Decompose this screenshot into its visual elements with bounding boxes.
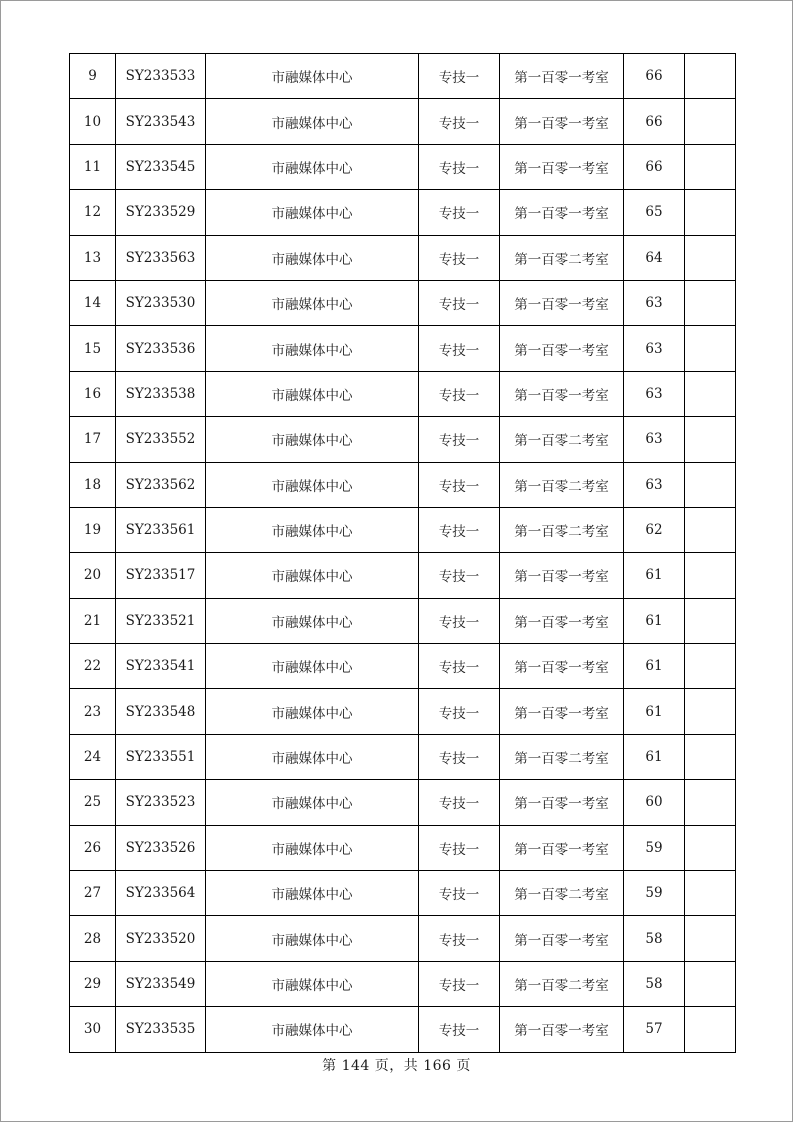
cell-exam-room: 第一百零一考室 — [500, 1007, 624, 1052]
cell-candidate-id: SY233521 — [116, 598, 206, 643]
cell-seq: 22 — [70, 644, 116, 689]
cell-note — [685, 689, 736, 734]
cell-score: 61 — [624, 598, 685, 643]
cell-score: 63 — [624, 280, 685, 325]
cell-note — [685, 1007, 736, 1052]
cell-candidate-id: SY233551 — [116, 734, 206, 779]
cell-exam-room: 第一百零一考室 — [500, 916, 624, 961]
cell-note — [685, 825, 736, 870]
cell-candidate-id: SY233536 — [116, 326, 206, 371]
cell-position: 专技一 — [419, 961, 500, 1006]
cell-unit: 市融媒体中心 — [206, 462, 419, 507]
cell-score: 62 — [624, 507, 685, 552]
cell-note — [685, 326, 736, 371]
cell-unit: 市融媒体中心 — [206, 825, 419, 870]
cell-candidate-id: SY233543 — [116, 99, 206, 144]
table-row — [70, 961, 736, 1006]
table-row — [70, 280, 736, 325]
cell-exam-room: 第一百零一考室 — [500, 280, 624, 325]
cell-position: 专技一 — [419, 598, 500, 643]
cell-unit: 市融媒体中心 — [206, 553, 419, 598]
cell-seq: 20 — [70, 553, 116, 598]
cell-seq: 11 — [70, 144, 116, 189]
cell-note — [685, 417, 736, 462]
table-row — [70, 1007, 736, 1052]
table-row — [70, 871, 736, 916]
table-row — [70, 553, 736, 598]
cell-score: 61 — [624, 734, 685, 779]
table-row — [70, 371, 736, 416]
cell-exam-room: 第一百零一考室 — [500, 644, 624, 689]
cell-candidate-id: SY233530 — [116, 280, 206, 325]
cell-candidate-id: SY233552 — [116, 417, 206, 462]
table-row — [70, 462, 736, 507]
table-row — [70, 507, 736, 552]
cell-seq: 18 — [70, 462, 116, 507]
cell-seq: 15 — [70, 326, 116, 371]
cell-seq: 30 — [70, 1007, 116, 1052]
cell-candidate-id: SY233548 — [116, 689, 206, 734]
cell-score: 58 — [624, 961, 685, 1006]
cell-unit: 市融媒体中心 — [206, 144, 419, 189]
cell-position: 专技一 — [419, 1007, 500, 1052]
cell-position: 专技一 — [419, 190, 500, 235]
cell-position: 专技一 — [419, 54, 500, 99]
cell-note — [685, 54, 736, 99]
cell-seq: 21 — [70, 598, 116, 643]
cell-position: 专技一 — [419, 780, 500, 825]
cell-unit: 市融媒体中心 — [206, 326, 419, 371]
cell-position: 专技一 — [419, 280, 500, 325]
cell-score: 59 — [624, 825, 685, 870]
cell-note — [685, 507, 736, 552]
cell-position: 专技一 — [419, 371, 500, 416]
cell-note — [685, 371, 736, 416]
cell-candidate-id: SY233564 — [116, 871, 206, 916]
cell-unit: 市融媒体中心 — [206, 916, 419, 961]
cell-exam-room: 第一百零二考室 — [500, 961, 624, 1006]
cell-score: 63 — [624, 462, 685, 507]
cell-unit: 市融媒体中心 — [206, 644, 419, 689]
cell-exam-room: 第一百零一考室 — [500, 825, 624, 870]
cell-position: 专技一 — [419, 462, 500, 507]
cell-position: 专技一 — [419, 235, 500, 280]
cell-exam-room: 第一百零一考室 — [500, 689, 624, 734]
cell-position: 专技一 — [419, 507, 500, 552]
cell-note — [685, 99, 736, 144]
cell-score: 63 — [624, 417, 685, 462]
cell-exam-room: 第一百零一考室 — [500, 598, 624, 643]
cell-note — [685, 916, 736, 961]
cell-candidate-id: SY233526 — [116, 825, 206, 870]
cell-candidate-id: SY233563 — [116, 235, 206, 280]
cell-position: 专技一 — [419, 326, 500, 371]
cell-unit: 市融媒体中心 — [206, 689, 419, 734]
cell-unit: 市融媒体中心 — [206, 780, 419, 825]
cell-note — [685, 144, 736, 189]
cell-exam-room: 第一百零二考室 — [500, 507, 624, 552]
cell-exam-room: 第一百零一考室 — [500, 371, 624, 416]
cell-unit: 市融媒体中心 — [206, 961, 419, 1006]
cell-position: 专技一 — [419, 689, 500, 734]
cell-unit: 市融媒体中心 — [206, 734, 419, 779]
cell-seq: 17 — [70, 417, 116, 462]
cell-candidate-id: SY233533 — [116, 54, 206, 99]
cell-position: 专技一 — [419, 99, 500, 144]
cell-unit: 市融媒体中心 — [206, 280, 419, 325]
cell-exam-room: 第一百零二考室 — [500, 462, 624, 507]
cell-score: 65 — [624, 190, 685, 235]
cell-exam-room: 第一百零二考室 — [500, 871, 624, 916]
cell-score: 63 — [624, 326, 685, 371]
table-row — [70, 825, 736, 870]
score-table — [69, 53, 736, 1053]
cell-candidate-id: SY233529 — [116, 190, 206, 235]
table-row — [70, 734, 736, 779]
table-body — [70, 54, 736, 1053]
table-row — [70, 598, 736, 643]
cell-candidate-id: SY233538 — [116, 371, 206, 416]
cell-exam-room: 第一百零二考室 — [500, 734, 624, 779]
table-row — [70, 326, 736, 371]
cell-score: 63 — [624, 371, 685, 416]
cell-exam-room: 第一百零一考室 — [500, 54, 624, 99]
cell-seq: 25 — [70, 780, 116, 825]
cell-unit: 市融媒体中心 — [206, 507, 419, 552]
cell-seq: 26 — [70, 825, 116, 870]
table-row — [70, 689, 736, 734]
cell-candidate-id: SY233520 — [116, 916, 206, 961]
cell-seq: 10 — [70, 99, 116, 144]
cell-unit: 市融媒体中心 — [206, 371, 419, 416]
cell-note — [685, 961, 736, 1006]
cell-exam-room: 第一百零一考室 — [500, 144, 624, 189]
cell-unit: 市融媒体中心 — [206, 235, 419, 280]
cell-exam-room: 第一百零一考室 — [500, 780, 624, 825]
table-row — [70, 916, 736, 961]
cell-exam-room: 第一百零二考室 — [500, 235, 624, 280]
cell-position: 专技一 — [419, 553, 500, 598]
cell-exam-room: 第一百零一考室 — [500, 190, 624, 235]
cell-candidate-id: SY233535 — [116, 1007, 206, 1052]
cell-score: 66 — [624, 144, 685, 189]
cell-unit: 市融媒体中心 — [206, 54, 419, 99]
cell-seq: 13 — [70, 235, 116, 280]
cell-note — [685, 280, 736, 325]
cell-note — [685, 780, 736, 825]
cell-score: 60 — [624, 780, 685, 825]
cell-score: 61 — [624, 644, 685, 689]
cell-note — [685, 553, 736, 598]
cell-exam-room: 第一百零二考室 — [500, 417, 624, 462]
table-row — [70, 99, 736, 144]
cell-exam-room: 第一百零一考室 — [500, 326, 624, 371]
page-footer: 第 144 页，共 166 页 — [322, 1058, 471, 1074]
cell-note — [685, 190, 736, 235]
cell-candidate-id: SY233561 — [116, 507, 206, 552]
cell-candidate-id: SY233549 — [116, 961, 206, 1006]
cell-score: 61 — [624, 553, 685, 598]
cell-seq: 28 — [70, 916, 116, 961]
cell-unit: 市融媒体中心 — [206, 598, 419, 643]
cell-seq: 12 — [70, 190, 116, 235]
cell-seq: 23 — [70, 689, 116, 734]
cell-score: 66 — [624, 54, 685, 99]
cell-seq: 24 — [70, 734, 116, 779]
cell-note — [685, 871, 736, 916]
cell-score: 58 — [624, 916, 685, 961]
cell-unit: 市融媒体中心 — [206, 871, 419, 916]
cell-note — [685, 235, 736, 280]
cell-note — [685, 462, 736, 507]
table-row — [70, 417, 736, 462]
cell-seq: 9 — [70, 54, 116, 99]
cell-score: 64 — [624, 235, 685, 280]
cell-candidate-id: SY233517 — [116, 553, 206, 598]
cell-exam-room: 第一百零一考室 — [500, 553, 624, 598]
cell-score: 66 — [624, 99, 685, 144]
cell-candidate-id: SY233523 — [116, 780, 206, 825]
cell-seq: 27 — [70, 871, 116, 916]
cell-candidate-id: SY233562 — [116, 462, 206, 507]
cell-position: 专技一 — [419, 644, 500, 689]
cell-unit: 市融媒体中心 — [206, 190, 419, 235]
table-row — [70, 780, 736, 825]
table-row — [70, 144, 736, 189]
cell-seq: 16 — [70, 371, 116, 416]
table-row — [70, 190, 736, 235]
cell-seq: 29 — [70, 961, 116, 1006]
cell-seq: 14 — [70, 280, 116, 325]
cell-score: 61 — [624, 689, 685, 734]
cell-note — [685, 598, 736, 643]
cell-seq: 19 — [70, 507, 116, 552]
cell-position: 专技一 — [419, 871, 500, 916]
cell-position: 专技一 — [419, 916, 500, 961]
cell-unit: 市融媒体中心 — [206, 1007, 419, 1052]
table-row — [70, 644, 736, 689]
cell-position: 专技一 — [419, 417, 500, 462]
table-row — [70, 54, 736, 99]
cell-candidate-id: SY233545 — [116, 144, 206, 189]
cell-position: 专技一 — [419, 825, 500, 870]
cell-exam-room: 第一百零一考室 — [500, 99, 624, 144]
cell-candidate-id: SY233541 — [116, 644, 206, 689]
cell-unit: 市融媒体中心 — [206, 99, 419, 144]
cell-score: 59 — [624, 871, 685, 916]
cell-unit: 市融媒体中心 — [206, 417, 419, 462]
cell-note — [685, 644, 736, 689]
cell-score: 57 — [624, 1007, 685, 1052]
cell-position: 专技一 — [419, 144, 500, 189]
cell-position: 专技一 — [419, 734, 500, 779]
cell-note — [685, 734, 736, 779]
table-row — [70, 235, 736, 280]
